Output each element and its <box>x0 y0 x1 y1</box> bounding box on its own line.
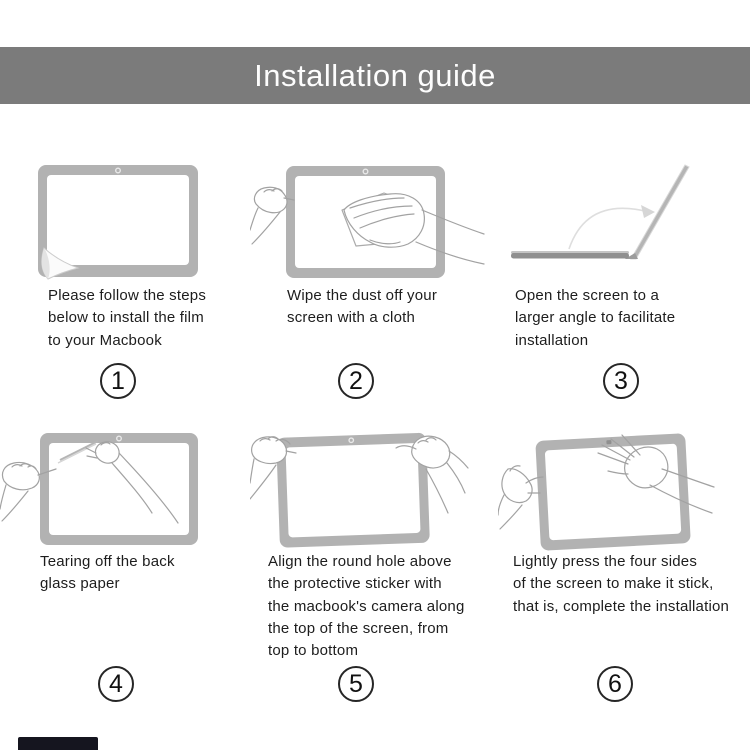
caption-line: the macbook's camera along <box>268 597 465 615</box>
step-6 <box>495 425 750 720</box>
step-3-caption <box>515 285 675 352</box>
page-title: Installation guide <box>254 57 496 93</box>
screen-film-peel-corner-icon <box>30 160 210 285</box>
caption-line: of the screen to make it stick, <box>513 575 714 593</box>
caption-line: Lightly press the four sides <box>513 553 698 570</box>
step-3 <box>495 155 747 405</box>
step-2-number-badge: 2 <box>338 363 374 399</box>
align-film-two-hands-icon <box>250 425 470 560</box>
caption-line: glass paper <box>40 575 120 593</box>
caption-line: Tearing off the back <box>40 553 175 570</box>
caption-line: Align the round hole above <box>268 553 452 570</box>
step-2 <box>245 155 490 405</box>
caption-line: the top of the screen, from <box>268 619 449 637</box>
press-four-sides-icon <box>498 425 718 560</box>
caption-line: that is, complete the installation <box>513 597 730 615</box>
step-4 <box>0 425 232 720</box>
tear-off-back-paper-icon <box>0 425 218 555</box>
caption-line: the protective sticker with <box>268 575 442 593</box>
caption-line: Please follow the steps <box>48 287 207 304</box>
step-2-caption <box>287 285 437 330</box>
caption-line: installation <box>515 331 589 349</box>
caption-line: top to bottom <box>268 642 359 660</box>
step-6-caption <box>513 551 729 618</box>
open-laptop-wide-angle-icon <box>505 160 700 272</box>
step-5 <box>245 425 490 720</box>
caption-line: Wipe the dust off your <box>287 287 438 304</box>
step-5-number-badge: 5 <box>338 666 374 702</box>
step-1-number-badge: 1 <box>100 363 136 399</box>
wipe-screen-with-cloth-icon <box>250 158 488 283</box>
header-bar <box>0 47 750 104</box>
step-3-number-badge: 3 <box>603 363 639 399</box>
step-1-caption <box>48 285 206 352</box>
step-1 <box>20 155 240 405</box>
caption-line: larger angle to facilitate <box>515 309 676 327</box>
bottom-left-partial-element <box>18 737 98 750</box>
step-4-number-badge: 4 <box>98 666 134 702</box>
caption-line: to your Macbook <box>48 331 162 349</box>
step-4-caption <box>40 551 175 596</box>
caption-line: Open the screen to a <box>515 287 660 304</box>
caption-line: screen with a cloth <box>287 309 416 327</box>
step-6-number-badge: 6 <box>597 666 633 702</box>
step-5-caption <box>268 551 465 662</box>
caption-line: below to install the film <box>48 309 204 327</box>
